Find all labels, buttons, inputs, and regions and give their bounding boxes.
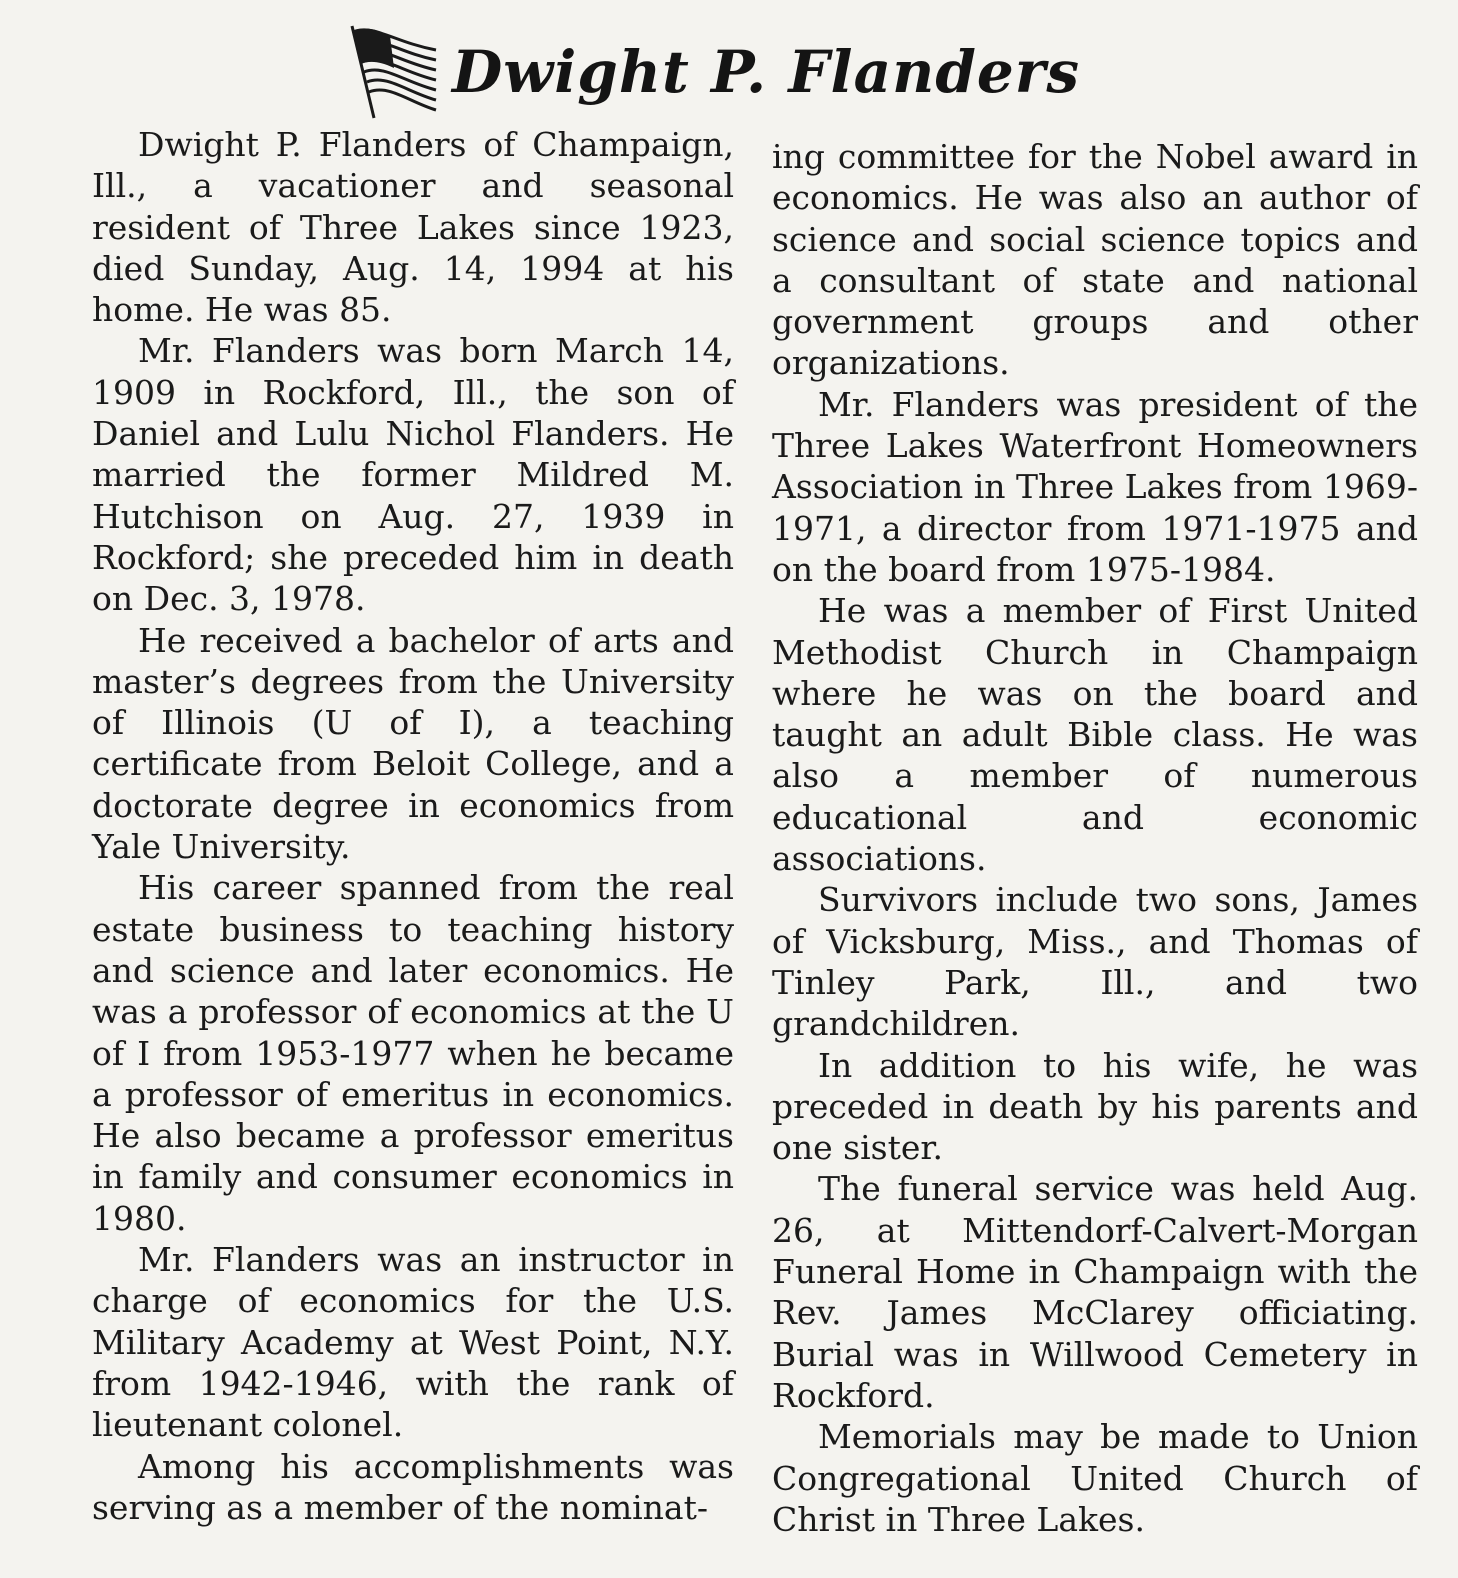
paragraph: Mr. Flanders was born March 14, 1909 in Rockford, Ill., the son of Daniel and Lulu Nichol Flanders. He married the former Mildred M. Hutchison on Aug. 27, 1939 in Rockford; she preceded him in death on Dec. 3, 1978. xyxy=(92,331,734,619)
paragraph: His career spanned from the real estate business to teaching history and science and later economics. He was a professor of economics at the U of I from 1953-1977 when he became a professor of emeritus in economics. He also became a professor emeritus in family and consumer economics in 1980. xyxy=(92,868,734,1238)
obituary-header xyxy=(340,18,1100,128)
paragraph-continuation: ing committee for the Nobel award in economics. He was also an author of science and social science topics and a consultant of state and national government groups and other organizations. xyxy=(772,137,1418,383)
right-column xyxy=(772,136,1418,1540)
paragraph: Dwight P. Flanders of Champaign, Ill., a vacationer and seasonal resident of Three Lakes since 1923, died Sunday, Aug. 14, 1994 at his home. He was 85. xyxy=(92,125,734,330)
page-title: Dwight P. Flanders xyxy=(452,38,1080,106)
paragraph: He received a bachelor of arts and master’s degrees from the University of Illinois (U of I), a teaching certificate from Beloit College, and a doctorate degree in economics from Yale University. xyxy=(92,620,734,867)
paragraph: The funeral service was held Aug. 26, at Mittendorf-Calvert-Morgan Funeral Home in Champaign with the Rev. James McClarey officiating. Burial was in Willwood Cemetery in Rockford. xyxy=(772,1169,1418,1415)
american-flag-icon xyxy=(344,20,440,120)
paragraph: He was a member of First United Methodist Church in Champaign where he was on the board and taught an adult Bible class. He was also a member of numerous educational and economic associations. xyxy=(772,591,1418,879)
left-column xyxy=(92,124,734,1528)
paragraph: Survivors include two sons, James of Vicksburg, Miss., and Thomas of Tinley Park, Ill., and two grandchildren. xyxy=(772,880,1418,1044)
paragraph: Mr. Flanders was president of the Three Lakes Waterfront Homeowners Association in Three Lakes from 1969-1971, a director from 1971-1975 and on the board from 1975-1984. xyxy=(772,384,1418,589)
paragraph: Among his accomplishments was serving as a member of the nominat- xyxy=(92,1446,734,1527)
paragraph: In addition to his wife, he was preceded in death by his parents and one sister. xyxy=(772,1045,1418,1168)
paragraph: Memorials may be made to Union Congregational United Church of Christ in Three Lakes. xyxy=(772,1417,1418,1539)
paragraph: Mr. Flanders was an instructor in charge of economics for the U.S. Military Academy at West Point, N.Y. from 1942-1946, with the rank of lieutenant colonel. xyxy=(92,1240,734,1445)
